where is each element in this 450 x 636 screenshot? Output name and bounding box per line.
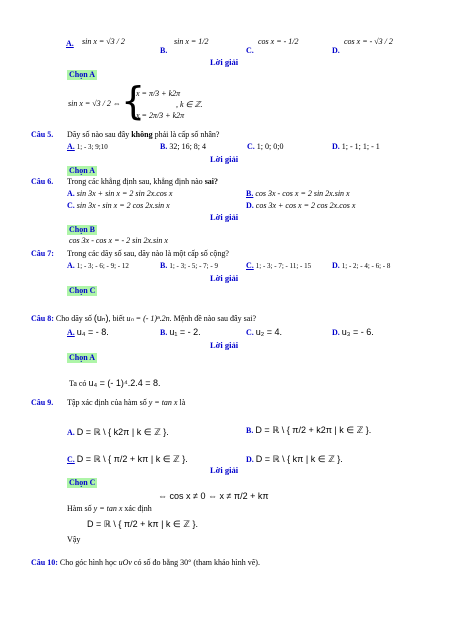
q9-option-d[interactable]: D. D = ℝ \ { kπ | k ∈ ℤ }. (246, 454, 343, 464)
q4-option-d: cos x = - √3 / 2 (344, 37, 393, 46)
q4-solution-lhs: sin x = √3 / 2 ⇔ (68, 99, 121, 108)
q5-answer: Chọn A (69, 166, 96, 175)
q7-option-a[interactable]: A. 1; - 3; - 6; - 9; - 12 (67, 261, 129, 270)
q4-option-a-letter[interactable]: A. (66, 39, 74, 48)
q5-option-d[interactable]: D. 1; - 1; 1; - 1 (332, 142, 380, 151)
q5-question: Dãy số nào sau đây không phải là cấp số nhân? (67, 130, 220, 139)
q10-question: Câu 10: Cho góc hình học uOv có số đo bằng 30° (tham khảo hình vẽ). (31, 558, 260, 567)
q6-option-d[interactable]: D. cos 3x + cos x = 2 cos 2x.cos x (246, 201, 356, 210)
q7-question: Trong các dãy số sau, dãy nào là một cấp số cộng? (67, 249, 229, 258)
solution-heading: Lời giải (210, 212, 239, 222)
q4-option-a: sin x = √3 / 2 (82, 37, 125, 46)
solution-heading: Lời giải (210, 57, 239, 67)
q9-label: Câu 9. (31, 398, 54, 407)
q9-option-b[interactable]: B. D = ℝ \ { π/2 + k2π | k ∈ ℤ }. (246, 425, 372, 435)
q8-question: Câu 8: Cho dãy số (uₙ), biết uₙ = (- 1)ⁿ.2n. Mệnh đề nào sau đây sai? (31, 313, 257, 323)
q8-answer: Chọn A (69, 353, 96, 362)
q6-option-c[interactable]: C. sin 3x - sin x = 2 cos 2x.sin x (67, 201, 170, 210)
q5-option-a[interactable]: A. 1; - 3; 9;10 (67, 142, 108, 151)
q6-solution: cos 3x - cos x = - 2 sin 2x.sin x (69, 236, 168, 245)
q7-answer: Chọn C (69, 286, 96, 295)
q8-option-b[interactable]: B. u₁ = - 2. (160, 327, 201, 337)
q6-answer: Chọn B (69, 225, 96, 234)
q9-solution-condition: ⇔ cos x ≠ 0 ⇔ x ≠ π/2 + kπ (158, 491, 269, 501)
q6-label: Câu 6. (31, 177, 54, 186)
q8-option-c[interactable]: C. u₂ = 4. (246, 327, 283, 337)
q9-solution-vay: Vậy (67, 535, 81, 544)
q7-label: Câu 7: (31, 249, 54, 258)
q4-solution-cond: , k ∈ ℤ. (176, 100, 203, 109)
q4-option-c: cos x = - 1/2 (258, 37, 299, 46)
q4-option-b-letter[interactable]: B. (160, 46, 168, 55)
q4-solution-case1: x = π/3 + k2π (136, 89, 181, 98)
q4-option-c-letter[interactable]: C. (246, 46, 254, 55)
q8-option-d[interactable]: D. u₃ = - 6. (332, 327, 374, 337)
q9-solution-domain: D = ℝ \ { π/2 + kπ | k ∈ ℤ }. (87, 519, 198, 529)
q7-option-b[interactable]: B. 1; - 3; - 5; - 7; - 9 (160, 261, 218, 270)
q4-option-b: sin x = 1/2 (174, 37, 209, 46)
q4-solution-case2: x = 2π/3 + k2π (136, 111, 185, 120)
q5-label: Câu 5. (31, 130, 54, 139)
q4-option-d-letter[interactable]: D. (332, 46, 340, 55)
q9-option-a[interactable]: A. D = ℝ \ { k2π | k ∈ ℤ }. (67, 427, 169, 437)
q6-option-a[interactable]: A. sin 3x + sin x = 2 sin 2x.cos x (67, 189, 173, 198)
q7-option-d[interactable]: D. 1; - 2; - 4; - 6; - 8 (332, 261, 391, 270)
solution-heading: Lời giải (210, 340, 239, 350)
q7-option-c[interactable]: C. 1; - 3; - 7; - 11; - 15 (246, 261, 312, 270)
q6-question: Trong các khẳng định sau, khẳng định nào sai? (67, 177, 219, 186)
q6-option-b[interactable]: B. cos 3x - cos x = 2 sin 2x.sin x (246, 189, 350, 198)
solution-heading: Lời giải (210, 273, 239, 283)
q5-option-c[interactable]: C. 1; 0; 0;0 (247, 142, 284, 151)
q8-option-a[interactable]: A. u₄ = - 8. (67, 327, 109, 337)
solution-heading: Lời giải (210, 465, 239, 475)
q5-option-b[interactable]: B. 32; 16; 8; 4 (160, 142, 207, 151)
q9-solution-line: Hàm số y = tan x xác định (67, 504, 152, 513)
solution-heading: Lời giải (210, 154, 239, 164)
q9-answer: Chọn C (69, 478, 96, 487)
q9-option-c[interactable]: C. D = ℝ \ { π/2 + kπ | k ∈ ℤ }. (67, 454, 188, 464)
q4-answer: Chọn A (69, 70, 96, 79)
q4-brace: { (121, 79, 146, 123)
q8-solution: Ta có u₄ = (- 1)⁴.2.4 = 8. (69, 378, 161, 388)
q9-question: Tập xác định của hàm số y = tan x là (67, 398, 186, 407)
